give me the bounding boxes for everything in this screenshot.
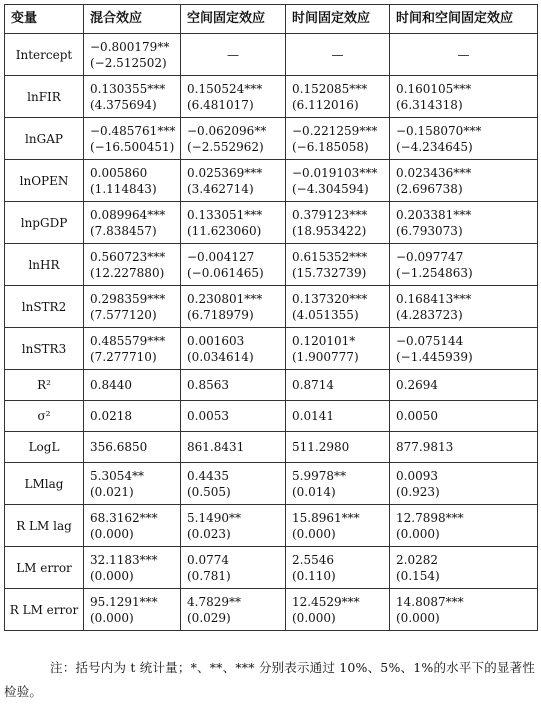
table-cell xyxy=(286,463,390,505)
table-cell xyxy=(181,547,286,589)
cell-value: −0.485761*** xyxy=(90,123,176,138)
cell-statistic: (11.623060) xyxy=(187,223,262,238)
table-cell xyxy=(84,401,181,432)
table-cell xyxy=(390,370,538,401)
cell-statistic: (−4.304594) xyxy=(292,181,369,196)
cell-statistic: (0.000) xyxy=(396,526,440,541)
table-cell xyxy=(84,202,181,244)
table-cell xyxy=(84,547,181,589)
table-row xyxy=(5,76,538,118)
table-cell xyxy=(84,589,181,631)
cell-value: −0.004127 xyxy=(187,249,255,264)
table-cell xyxy=(84,432,181,463)
table-cell xyxy=(286,202,390,244)
table-row xyxy=(5,547,538,589)
table-cell xyxy=(181,76,286,118)
cell-statistic: (0.000) xyxy=(90,610,134,625)
table-cell xyxy=(390,463,538,505)
table-cell xyxy=(390,34,538,76)
row-label: lnFIR xyxy=(5,76,84,118)
table-cell xyxy=(286,432,390,463)
cell-statistic: (0.023) xyxy=(187,526,231,541)
cell-value: 5.1490** xyxy=(187,510,241,525)
row-label: R² xyxy=(5,370,84,401)
table-cell xyxy=(390,244,538,286)
header-two-way-fixed-effect: 时间和空间固定效应 xyxy=(390,5,538,34)
cell-statistic: (7.577120) xyxy=(90,307,157,322)
cell-statistic: (0.029) xyxy=(187,610,231,625)
table-cell xyxy=(181,202,286,244)
cell-value: 0.023436*** xyxy=(396,165,472,180)
cell-statistic: (6.481017) xyxy=(187,97,254,112)
cell-statistic: (6.718979) xyxy=(187,307,254,322)
cell-statistic: (−16.500451) xyxy=(90,139,175,154)
table-cell xyxy=(286,286,390,328)
cell-value: 15.8961*** xyxy=(292,510,360,525)
header-variable: 变量 xyxy=(5,5,84,34)
table-cell xyxy=(84,505,181,547)
row-label: lnHR xyxy=(5,244,84,286)
cell-value: — xyxy=(331,47,344,62)
cell-statistic: (6.793073) xyxy=(396,223,463,238)
cell-statistic: (3.462714) xyxy=(187,181,254,196)
cell-statistic: (−1.254863) xyxy=(396,265,473,280)
table-cell xyxy=(286,547,390,589)
table-cell xyxy=(286,244,390,286)
cell-value: 877.9813 xyxy=(396,440,454,454)
cell-value: −0.062096** xyxy=(187,123,267,138)
table-row xyxy=(5,432,538,463)
cell-value: 0.0141 xyxy=(292,409,334,423)
cell-value: 0.089964*** xyxy=(90,207,166,222)
table-cell xyxy=(181,432,286,463)
cell-statistic: (−2.512502) xyxy=(90,55,167,70)
cell-value: 4.7829** xyxy=(187,594,241,609)
cell-statistic: (−2.552962) xyxy=(187,139,264,154)
cell-statistic: (0.000) xyxy=(90,526,134,541)
cell-value: 0.001603 xyxy=(187,333,245,348)
cell-value: −0.019103*** xyxy=(292,165,378,180)
table-row xyxy=(5,202,538,244)
table-cell xyxy=(84,328,181,370)
table-cell xyxy=(286,370,390,401)
cell-value: 0.0774 xyxy=(187,552,229,567)
cell-statistic: (6.112016) xyxy=(292,97,359,112)
cell-value: 32.1183*** xyxy=(90,552,158,567)
cell-value: −0.221259*** xyxy=(292,123,378,138)
cell-statistic: (4.051355) xyxy=(292,307,359,322)
table-cell xyxy=(286,160,390,202)
table-cell xyxy=(181,34,286,76)
cell-value: 0.379123*** xyxy=(292,207,368,222)
cell-value: 12.4529*** xyxy=(292,594,360,609)
cell-value: 0.130355*** xyxy=(90,81,166,96)
cell-statistic: (−0.061465) xyxy=(187,265,264,280)
cell-value: 0.152085*** xyxy=(292,81,368,96)
table-cell xyxy=(181,505,286,547)
table-cell xyxy=(286,118,390,160)
table-row xyxy=(5,118,538,160)
cell-value: 0.615352*** xyxy=(292,249,368,264)
cell-value: 0.0093 xyxy=(396,468,438,483)
cell-value: 0.2694 xyxy=(396,378,438,392)
cell-value: 0.120101* xyxy=(292,333,356,348)
cell-value: 0.298359*** xyxy=(90,291,166,306)
cell-statistic: (0.000) xyxy=(292,610,336,625)
cell-value: 0.005860 xyxy=(90,165,148,180)
table-cell xyxy=(390,505,538,547)
cell-value: 14.8087*** xyxy=(396,594,464,609)
cell-statistic: (2.696738) xyxy=(396,181,463,196)
cell-value: −0.800179** xyxy=(90,39,170,54)
table-cell xyxy=(390,401,538,432)
row-label: Intercept xyxy=(5,34,84,76)
row-label: R LM error xyxy=(5,589,84,631)
table-cell xyxy=(181,401,286,432)
cell-value: 5.9978** xyxy=(292,468,346,483)
cell-statistic: (4.375694) xyxy=(90,97,157,112)
row-label: R LM lag xyxy=(5,505,84,547)
cell-statistic: (0.000) xyxy=(90,568,134,583)
cell-value: 0.8563 xyxy=(187,378,229,392)
cell-statistic: (0.000) xyxy=(396,610,440,625)
row-label: σ² xyxy=(5,401,84,432)
cell-value: 0.485579*** xyxy=(90,333,166,348)
cell-value: 0.4435 xyxy=(187,468,229,483)
cell-value: 0.8714 xyxy=(292,378,334,392)
row-label: lnSTR3 xyxy=(5,328,84,370)
cell-value: 356.6850 xyxy=(90,440,148,454)
table-cell xyxy=(84,34,181,76)
cell-statistic: (0.034614) xyxy=(187,349,254,364)
cell-statistic: (−6.185058) xyxy=(292,139,369,154)
cell-value: 2.5546 xyxy=(292,552,334,567)
row-label: lnpGDP xyxy=(5,202,84,244)
table-cell xyxy=(181,160,286,202)
table-cell xyxy=(84,463,181,505)
cell-value: 861.8431 xyxy=(187,440,245,454)
table-cell xyxy=(84,76,181,118)
cell-statistic: (6.314318) xyxy=(396,97,463,112)
table-row xyxy=(5,589,538,631)
cell-value: 0.160105*** xyxy=(396,81,472,96)
table-row xyxy=(5,505,538,547)
table-row xyxy=(5,370,538,401)
cell-value: 95.1291*** xyxy=(90,594,158,609)
table-cell xyxy=(286,401,390,432)
cell-value: −0.075144 xyxy=(396,333,464,348)
table-footnote: 注：括号内为 t 统计量；*、**、*** 分别表示通过 10%、5%、1%的水平下的显著性检验。 xyxy=(4,660,536,699)
cell-value: 0.133051*** xyxy=(187,207,263,222)
table-cell xyxy=(390,589,538,631)
table-cell xyxy=(286,34,390,76)
cell-statistic: (−4.234645) xyxy=(396,139,473,154)
row-label: lnOPEN xyxy=(5,160,84,202)
table-row xyxy=(5,160,538,202)
table-cell xyxy=(286,76,390,118)
table-body xyxy=(5,34,538,631)
cell-statistic: (0.021) xyxy=(90,484,134,499)
table-cell xyxy=(390,547,538,589)
regression-table xyxy=(4,4,538,631)
table-cell xyxy=(390,118,538,160)
header-spatial-fixed-effect: 空间固定效应 xyxy=(181,5,286,34)
cell-value: 0.150524*** xyxy=(187,81,263,96)
table-row xyxy=(5,401,538,432)
table-cell xyxy=(286,589,390,631)
cell-value: −0.097747 xyxy=(396,249,464,264)
cell-value: 0.203381*** xyxy=(396,207,472,222)
cell-value: 0.230801*** xyxy=(187,291,263,306)
cell-value: 0.137320*** xyxy=(292,291,368,306)
cell-value: 2.0282 xyxy=(396,552,438,567)
table-cell xyxy=(286,328,390,370)
table-cell xyxy=(181,589,286,631)
cell-statistic: (18.953422) xyxy=(292,223,367,238)
cell-value: 0.0050 xyxy=(396,409,438,423)
table-cell xyxy=(84,244,181,286)
header-pooled-effect: 混合效应 xyxy=(84,5,181,34)
table-cell xyxy=(286,505,390,547)
cell-value: 0.0053 xyxy=(187,409,229,423)
cell-value: 12.7898*** xyxy=(396,510,464,525)
table-cell xyxy=(181,463,286,505)
cell-value: 68.3162*** xyxy=(90,510,158,525)
row-label: lnGAP xyxy=(5,118,84,160)
cell-statistic: (0.000) xyxy=(292,526,336,541)
cell-statistic: (0.505) xyxy=(187,484,231,499)
table-cell xyxy=(84,370,181,401)
table-cell xyxy=(390,202,538,244)
cell-value: — xyxy=(457,47,470,62)
table-cell xyxy=(84,160,181,202)
table-row xyxy=(5,244,538,286)
cell-statistic: (7.277710) xyxy=(90,349,157,364)
table-cell xyxy=(390,432,538,463)
table-cell xyxy=(390,76,538,118)
table-cell xyxy=(181,244,286,286)
cell-value: 511.2980 xyxy=(292,440,350,454)
cell-value: 0.0218 xyxy=(90,409,132,423)
table-cell xyxy=(390,286,538,328)
table-cell xyxy=(390,328,538,370)
row-label: lnSTR2 xyxy=(5,286,84,328)
table-cell xyxy=(84,286,181,328)
cell-value: 0.168413*** xyxy=(396,291,472,306)
table-header-row xyxy=(5,5,538,34)
cell-statistic: (1.114843) xyxy=(90,181,157,196)
cell-value: — xyxy=(227,47,239,62)
cell-statistic: (0.781) xyxy=(187,568,231,583)
row-label: LogL xyxy=(5,432,84,463)
table-cell xyxy=(181,286,286,328)
header-time-fixed-effect: 时间固定效应 xyxy=(286,5,390,34)
table-row xyxy=(5,286,538,328)
cell-statistic: (4.283723) xyxy=(396,307,463,322)
cell-statistic: (15.732739) xyxy=(292,265,367,280)
cell-statistic: (7.838457) xyxy=(90,223,157,238)
table-cell xyxy=(181,328,286,370)
cell-statistic: (0.110) xyxy=(292,568,336,583)
cell-value: 0.560723*** xyxy=(90,249,166,264)
cell-statistic: (12.227880) xyxy=(90,265,165,280)
table-cell xyxy=(181,370,286,401)
cell-statistic: (0.154) xyxy=(396,568,440,583)
table-cell xyxy=(390,160,538,202)
cell-statistic: (0.923) xyxy=(396,484,440,499)
cell-value: 0.025369*** xyxy=(187,165,263,180)
cell-value: 0.8440 xyxy=(90,378,132,392)
table-row xyxy=(5,34,538,76)
cell-statistic: (0.014) xyxy=(292,484,336,499)
table-row xyxy=(5,463,538,505)
table-cell xyxy=(84,118,181,160)
cell-statistic: (1.900777) xyxy=(292,349,359,364)
cell-value: 5.3054** xyxy=(90,468,144,483)
row-label: LM error xyxy=(5,547,84,589)
table-cell xyxy=(181,118,286,160)
row-label: LMlag xyxy=(5,463,84,505)
cell-value: −0.158070*** xyxy=(396,123,482,138)
cell-statistic: (−1.445939) xyxy=(396,349,473,364)
table-row xyxy=(5,328,538,370)
